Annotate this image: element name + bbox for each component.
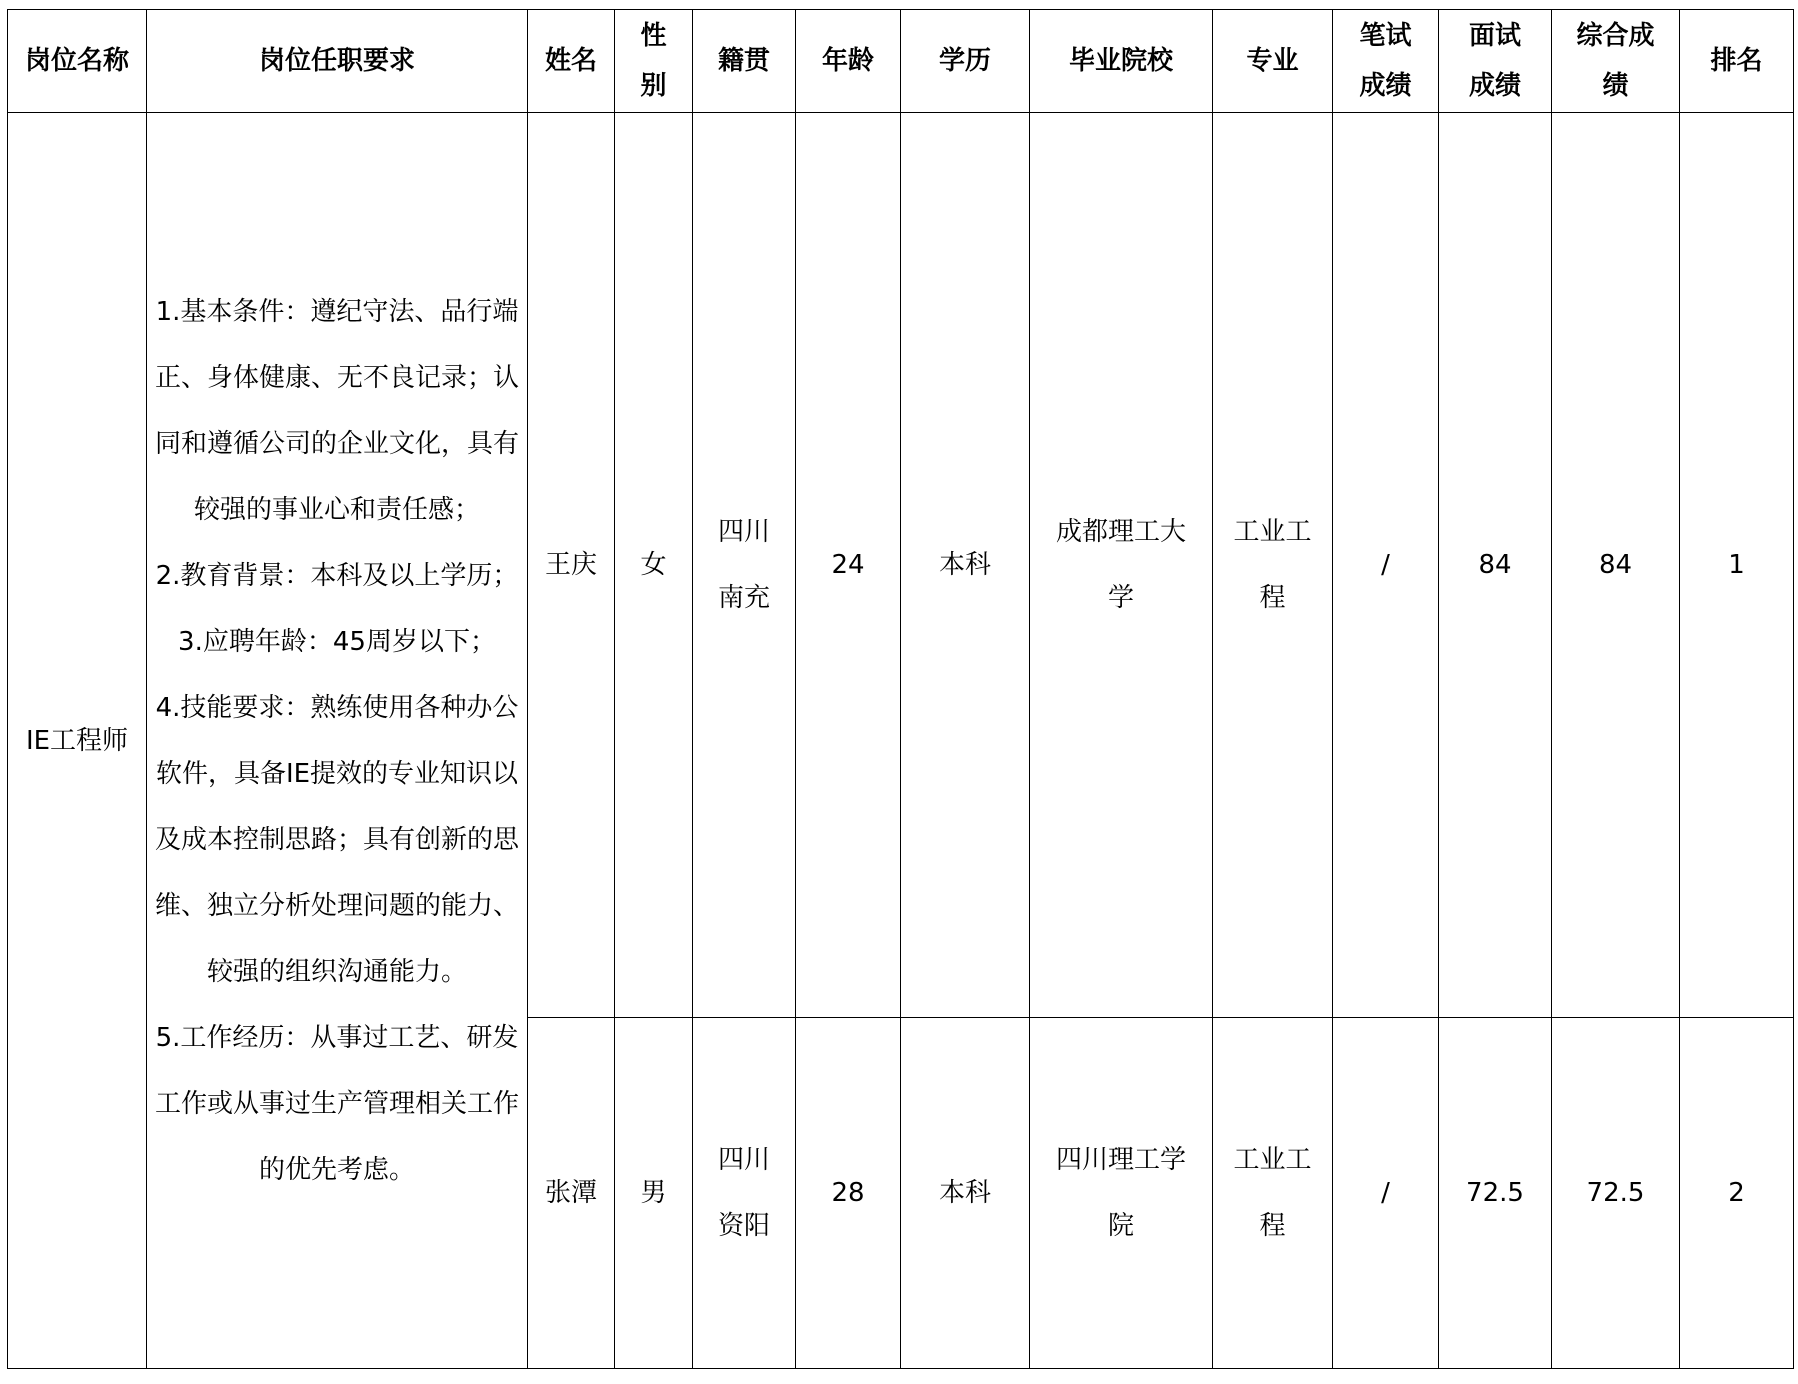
written-score-cell: / <box>1333 113 1439 1018</box>
major-cell <box>1213 113 1333 1018</box>
header-age: 年龄 <box>796 10 901 113</box>
requirement-item: 2.教育背景：本科及以上学历； <box>155 560 519 591</box>
header-gender <box>615 10 693 113</box>
requirement-item: 5.工作经历：从事过工艺、研发工作或从事过生产管理相关工作的优先考虑。 <box>154 1022 519 1185</box>
header-name: 姓名 <box>528 10 615 113</box>
age-cell: 28 <box>796 1018 901 1369</box>
name-cell: 王庆 <box>528 113 615 1018</box>
school-line1: 四川理工学 <box>1055 1145 1186 1175</box>
school-line1: 成都理工大 <box>1055 517 1186 547</box>
header-composite-score <box>1552 10 1680 113</box>
header-school: 毕业院校 <box>1030 10 1213 113</box>
origin-cell <box>693 113 796 1018</box>
header-interview-score <box>1439 10 1552 113</box>
major-cell <box>1213 1018 1333 1369</box>
major-line1: 工业工 <box>1233 1145 1312 1175</box>
major-line2: 程 <box>1259 583 1286 613</box>
candidate-table <box>7 9 1794 1369</box>
school-line2: 学 <box>1107 583 1134 613</box>
rank-cell: 2 <box>1680 1018 1794 1369</box>
school-line2: 院 <box>1107 1211 1134 1241</box>
origin-line1: 四川 <box>717 517 770 547</box>
requirement-item: 4.技能要求：熟练使用各种办公软件，具备IE提效的专业知识以及成本控制思路；具有创新的思维、独立分析处理问题的能力、较强的组织沟通能力。 <box>154 692 519 987</box>
gender-cell: 男 <box>615 1018 693 1369</box>
position-cell: IE工程师 <box>8 113 147 1369</box>
table-row <box>8 113 1794 1018</box>
origin-line2: 资阳 <box>717 1211 770 1241</box>
written-score-cell: / <box>1333 1018 1439 1369</box>
composite-score-cell: 84 <box>1552 113 1680 1018</box>
education-cell: 本科 <box>901 1018 1030 1369</box>
interview-score-cell: 72.5 <box>1439 1018 1552 1369</box>
major-line2: 程 <box>1259 1211 1286 1241</box>
header-gender-line2: 别 <box>640 71 667 101</box>
header-rank: 排名 <box>1680 10 1794 113</box>
header-interview-line2: 成绩 <box>1468 71 1521 101</box>
interview-score-cell: 84 <box>1439 113 1552 1018</box>
school-cell <box>1030 113 1213 1018</box>
composite-score-cell: 72.5 <box>1552 1018 1680 1369</box>
header-written-score <box>1333 10 1439 113</box>
header-written-line2: 成绩 <box>1359 71 1412 101</box>
education-cell: 本科 <box>901 113 1030 1018</box>
header-written-line1: 笔试 <box>1359 21 1412 51</box>
header-major: 专业 <box>1213 10 1333 113</box>
name-cell: 张潭 <box>528 1018 615 1369</box>
header-education: 学历 <box>901 10 1030 113</box>
header-gender-line1: 性 <box>640 21 667 51</box>
origin-cell <box>693 1018 796 1369</box>
header-requirements: 岗位任职要求 <box>147 10 528 113</box>
requirements-cell <box>147 113 528 1369</box>
rank-cell: 1 <box>1680 113 1794 1018</box>
gender-cell: 女 <box>615 113 693 1018</box>
major-line1: 工业工 <box>1233 517 1312 547</box>
school-cell <box>1030 1018 1213 1369</box>
header-composite-line1: 综合成 <box>1576 21 1655 51</box>
header-row <box>8 10 1794 113</box>
requirement-item: 3.应聘年龄：45周岁以下； <box>178 626 496 657</box>
header-interview-line1: 面试 <box>1468 21 1521 51</box>
requirement-item: 1.基本条件：遵纪守法、品行端正、身体健康、无不良记录；认同和遵循公司的企业文化，具有较强的事业心和责任感； <box>154 296 519 525</box>
age-cell: 24 <box>796 113 901 1018</box>
header-composite-line2: 绩 <box>1602 71 1629 101</box>
header-position: 岗位名称 <box>8 10 147 113</box>
header-origin: 籍贯 <box>693 10 796 113</box>
origin-line2: 南充 <box>717 583 770 613</box>
origin-line1: 四川 <box>717 1145 770 1175</box>
